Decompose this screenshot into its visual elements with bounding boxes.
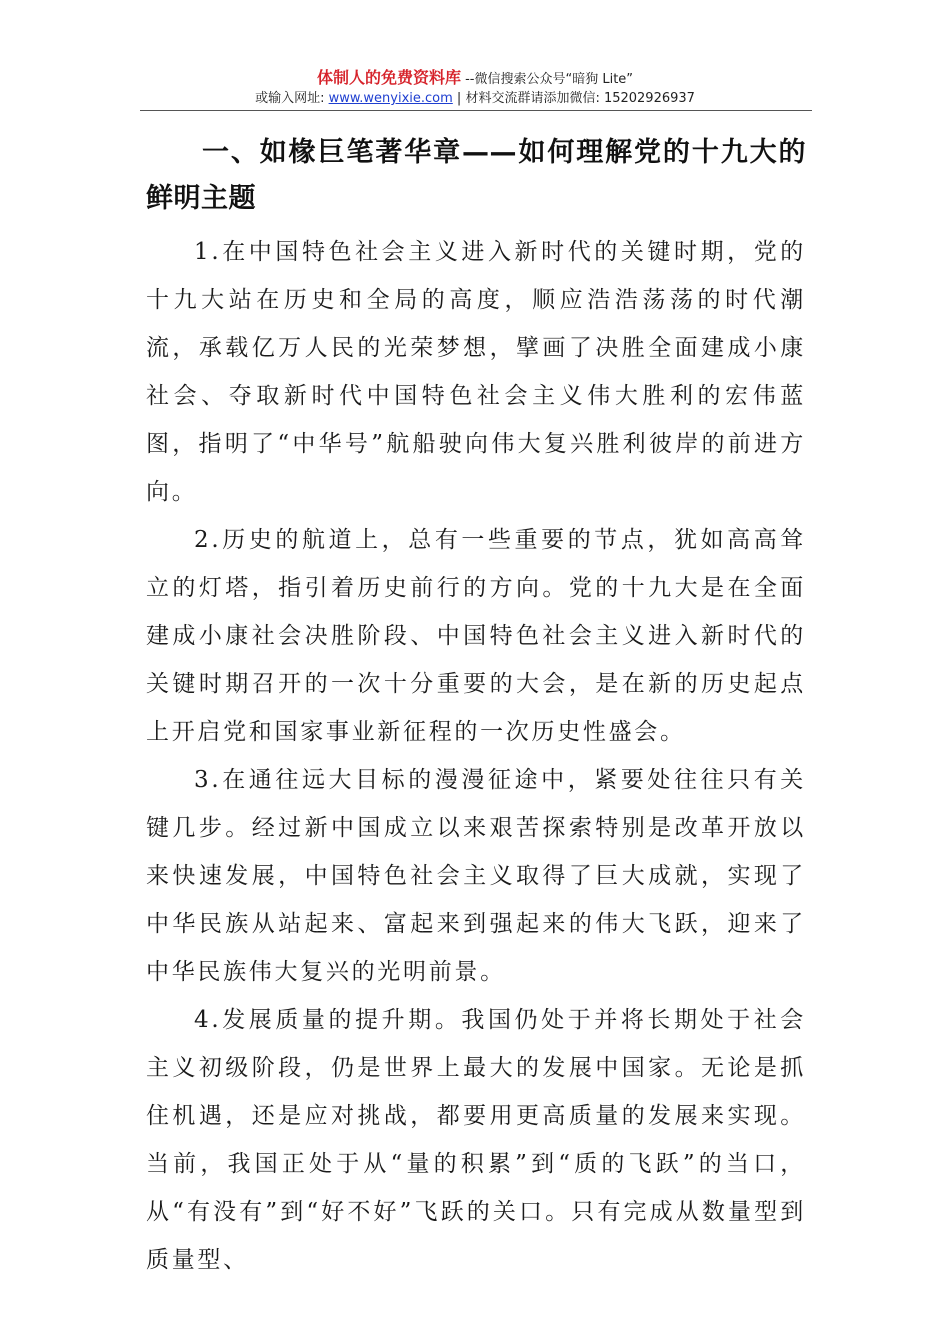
header-divider [140, 110, 812, 111]
url-prefix: 或输入网址: [255, 91, 329, 106]
paragraph-4: 4.发展质量的提升期。我国仍处于并将长期处于社会主义初级阶段，仍是世界上最大的发展中国家。无论是抓住机遇，还是应对挑战，都要用更高质量的发展来实现。当前，我国正处于从“量的积累”到“质的飞跃”的当口，从“有没有”到“好不好”飞跃的关口。只有完成从数量型到质量型、 [146, 1007, 806, 1273]
header-contact-line [140, 90, 810, 108]
document-body [146, 130, 806, 1284]
paragraph-2: 2.历史的航道上，总有一些重要的节点，犹如高高耸立的灯塔，指引着历史前行的方向。党的十九大是在全面建成小康社会决胜阶段、中国特色社会主义进入新时代的关键时期召开的一次十分重要的大会，是在新的历史起点上开启党和国家事业新征程的一次历史性盛会。 [146, 527, 806, 745]
website-link[interactable]: www.wenyixie.com [328, 91, 453, 106]
page-header [140, 68, 810, 108]
paragraph-1: 1.在中国特色社会主义进入新时代的关键时期，党的十九大站在历史和全局的高度，顺应浩浩荡荡的时代潮流，承载亿万人民的光荣梦想，擘画了决胜全面建成小康社会、夺取新时代中国特色社会主义伟大胜利的宏伟蓝图，指明了“中华号”航船驶向伟大复兴胜利彼岸的前进方向。 [146, 239, 806, 505]
brand-title: 体制人的免费资料库 [316, 68, 461, 87]
section-heading: 一、如椽巨笔著华章——如何理解党的十九大的鲜明主题 [146, 137, 806, 214]
paragraph-3: 3.在通往远大目标的漫漫征途中，紧要处往往只有关键几步。经过新中国成立以来艰苦探索特别是改革开放以来快速发展，中国特色社会主义取得了巨大成就，实现了中华民族从站起来、富起来到强起来的伟大飞跃，迎来了中华民族伟大复兴的光明前景。 [146, 767, 806, 985]
header-banner [140, 68, 810, 88]
contact-info: | 材料交流群请添加微信: 15202926937 [452, 91, 695, 106]
wechat-subtitle: --微信搜索公众号“暗狗 Lite” [460, 72, 634, 87]
